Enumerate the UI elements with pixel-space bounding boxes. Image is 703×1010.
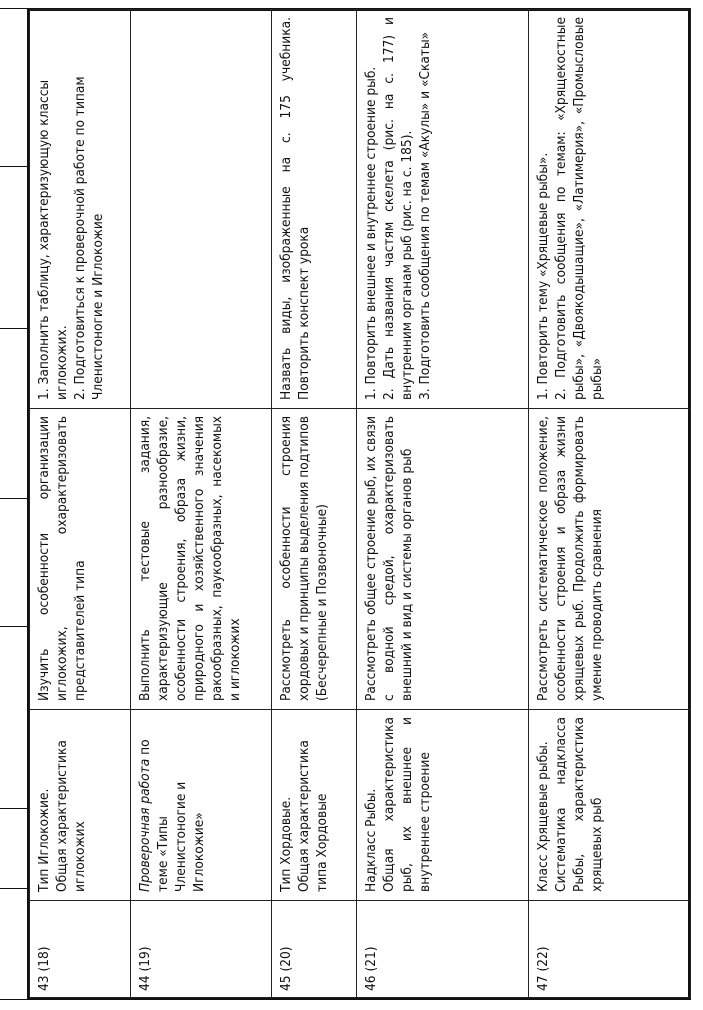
- topic-italic-label: Проверочная работа: [137, 758, 153, 892]
- topic-line: Класс Хрящевые рыбы.: [535, 741, 551, 892]
- homework-line: 1. Повторить внешнее и внутреннее строение рыб.: [363, 66, 379, 400]
- topic-line: по теме «Типы Членистоногие и Иглокожие»: [137, 739, 208, 892]
- lesson-number: 45 (20): [272, 901, 357, 998]
- margin-rule: [0, 808, 27, 809]
- topic-line: Тип Хордовые.: [278, 796, 294, 892]
- homework-line: 3. Подготовить сообщения по темам «Акулы» и «Скаты»: [417, 31, 434, 400]
- homework-line: 2. Подготовить сообщения по темам: «Хрящекостные рыбы», «Двоякодышащие», «Латимерия», «Промысловые рыбы»: [553, 17, 606, 400]
- lesson-plan-table: [29, 9, 691, 998]
- table-row: [272, 10, 357, 998]
- lesson-homework: [131, 10, 272, 409]
- homework-line: 1. Повторить тему «Хрящевые рыбы».: [535, 152, 551, 400]
- margin-rule: [0, 626, 27, 627]
- lesson-homework: [357, 10, 529, 409]
- table-row: [357, 10, 529, 998]
- topic-line: Общая характеристика типа Хордовые: [296, 740, 331, 892]
- lesson-topic: [272, 710, 357, 901]
- lesson-homework: [529, 10, 691, 409]
- page-margin-strip: [0, 8, 27, 1000]
- lesson-number: 47 (22): [529, 901, 691, 998]
- topic-line: Систематика надкласса Рыбы, характеристика хрящевых рыб: [553, 717, 606, 892]
- lesson-topic: [131, 710, 272, 901]
- lesson-homework: [30, 10, 131, 409]
- homework-line: 1. Заполнить таблицу, характеризующую классы иглокожих.: [36, 79, 71, 400]
- margin-rule: [0, 166, 27, 167]
- lesson-task: Рассмотреть особенности строения хордовых и принципы выделения подтипов (Бесчерепные и Позвоночные): [272, 409, 357, 710]
- lesson-homework: Назвать виды, изображенные на с. 175 учебника. Повторить конспект урока: [272, 10, 357, 409]
- table-row: [529, 10, 691, 998]
- lesson-number: 43 (18): [30, 901, 131, 998]
- lesson-task: Рассмотреть общее строение рыб, их связи с водной средой, охарактеризовать внешний и вид и системы органов рыб: [357, 409, 529, 710]
- topic-line: Тип Иглокожие.: [36, 788, 52, 892]
- lesson-task: Выполнить тестовые задания, характеризующие разнообразие, особенности строения, образа жизни, природного и хозяйственного значения ракообразных, паукообразных, насекомых и иглокожих: [131, 409, 272, 710]
- lesson-task: Рассмотреть систематическое положение, особенности строения и образа жизни хрящевых рыб. Продолжить формировать умение проводить сравнения: [529, 409, 691, 710]
- margin-rule: [0, 328, 27, 329]
- lesson-number: 44 (19): [131, 901, 272, 998]
- margin-rule: [0, 999, 27, 1000]
- topic-line: Надкласс Рыбы.: [363, 788, 379, 892]
- lesson-task: Изучить особенности организации иглокожих, охарактеризовать представителей типа: [30, 409, 131, 710]
- margin-rule: [0, 8, 27, 9]
- margin-rule: [0, 888, 27, 889]
- topic-line: Общая характеристика рыб, их внешнее и внутреннее строение: [381, 717, 434, 892]
- rotated-table-wrapper: [29, 10, 690, 998]
- homework-line: 2. Дать названия частям скелета (рис. на с. 177) и внутренним органам рыб (рис. на с. 185).: [381, 17, 416, 400]
- topic-line: Общая характеристика иглокожих: [54, 740, 89, 892]
- lesson-topic: [357, 710, 529, 901]
- margin-rule: [0, 498, 27, 499]
- table-row: [30, 10, 131, 998]
- lesson-topic: [529, 710, 691, 901]
- homework-line: 2. Подготовиться к проверочной работе по типам Членистоногие и Иглокожие: [72, 76, 107, 400]
- lesson-number: 46 (21): [357, 901, 529, 998]
- lesson-topic: [30, 710, 131, 901]
- table-row: [131, 10, 272, 998]
